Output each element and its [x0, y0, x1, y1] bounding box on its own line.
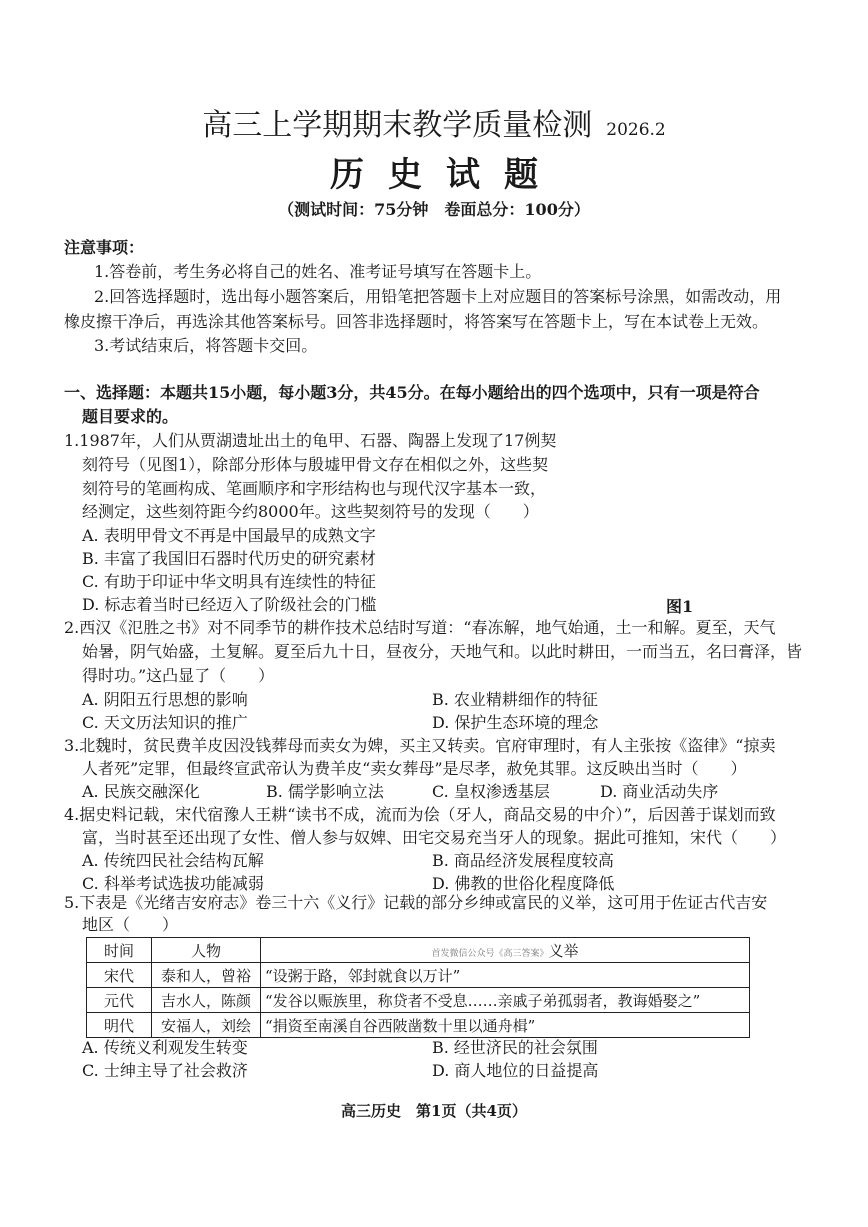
option-c: C. 皇权渗透基层: [432, 782, 550, 801]
option-d: D. 保护生态环境的理念: [432, 713, 599, 732]
table-row: [87, 963, 750, 988]
option-d: D. 商业活动失序: [600, 782, 719, 801]
question-text: 3.北魏时，贫民费羊皮因没钱葬母而卖女为婢，买主又转卖。官府审理时，有人主张按《盗律》“掠卖: [64, 736, 776, 755]
notes-heading: 注意事项：: [64, 238, 145, 257]
note-item: 3.考试结束后，将答题卡交回。: [94, 336, 318, 355]
section-heading-cont: 题目要求的。: [82, 407, 179, 426]
table-cell: “设粥于路，邻封就食以万计”: [261, 963, 750, 988]
option-c: C. 士绅主导了社会救济: [82, 1061, 248, 1080]
option-a: A. 阴阳五行思想的影响: [82, 690, 248, 709]
table-header-label: 义举: [548, 941, 579, 960]
question-text: 刻符号的笔画构成、笔画顺序和字形结构也与现代汉字基本一致，: [82, 479, 547, 498]
subject-title: 历史试题: [330, 155, 562, 195]
question-text: 刻符号（见图1），除部分形体与殷墟甲骨文存在相似之外，这些契: [82, 455, 549, 474]
option-a: A. 传统义利观发生转变: [82, 1038, 248, 1057]
question-text: 地区（ ）: [82, 915, 179, 934]
exam-info: （测试时间：75分钟 卷面总分：100分）: [278, 200, 590, 219]
question-text: 得时功。”这凸显了（ ）: [82, 666, 275, 685]
exam-title-text: 高三上学期期末教学质量检测: [202, 108, 593, 143]
question-text: 始暑，阴气始盛，土复解。夏至后九十日，昼夜分，天地气和。以此时耕田，一而当五，名曰膏泽，皆: [82, 642, 803, 661]
exam-title: [0, 100, 868, 144]
table-row: [87, 1013, 750, 1038]
question-text: 人者死”定罪，但最终宣武帝认为费羊皮“卖女葬母”是尽孝，赦免其罪。这反映出当时（ ）: [82, 759, 747, 778]
section-heading: 一、选择题：本题共15小题，每小题3分，共45分。在每小题给出的四个选项中，只有一项是符合: [64, 383, 760, 402]
watermark: 首发微信公众号《高三答案》: [431, 948, 549, 959]
option-d: D. 佛教的世俗化程度降低: [432, 874, 615, 893]
yiju-table: [86, 937, 750, 1038]
page-footer: 高三历史 第1页（共4页）: [341, 1102, 527, 1120]
note-item: 橡皮擦干净后，再选涂其他答案标号。回答非选择题时，将答案写在答题卡上，写在本试卷上无效。: [64, 312, 769, 331]
table-cell: 安福人，刘绘: [152, 1013, 261, 1038]
note-item: 1.答卷前，考生务必将自己的姓名、准考证号填写在答题卡上。: [94, 262, 542, 281]
option-b: B. 商品经济发展程度较高: [432, 851, 614, 870]
option-b: B. 农业精耕细作的特征: [432, 690, 598, 709]
question-text: 经测定，这些刻符距今约8000年。这些契刻符号的发现（ ）: [82, 502, 539, 521]
table-cell: 泰和人，曾裕: [152, 963, 261, 988]
option-c: C. 有助于印证中华文明具有连续性的特征: [82, 572, 376, 591]
question-text: 5.下表是《光绪吉安府志》卷三十六《义行》记载的部分乡绅或富民的义举，这可用于佐证古代吉安: [64, 893, 768, 912]
note-item: 2.回答选择题时，选出每小题答案后，用铅笔把答题卡上对应题目的答案标号涂黑，如需改动，用: [94, 287, 782, 306]
option-c: C. 天文历法知识的推广: [82, 713, 248, 732]
table-cell: “捐资至南溪自谷西陂凿数十里以通舟楫”: [261, 1013, 750, 1038]
figure-1-label: 图1: [666, 597, 694, 616]
question-text: 2.西汉《氾胜之书》对不同季节的耕作技术总结时写道：“春冻解，地气始通，土一和解。夏至，天气: [64, 618, 776, 637]
option-d: D. 商人地位的日益提高: [432, 1061, 599, 1080]
option-a: A. 民族交融深化: [82, 782, 200, 801]
option-b: B. 儒学影响立法: [266, 782, 384, 801]
option-d: D. 标志着当时已经迈入了阶级社会的门槛: [82, 595, 377, 614]
option-a: A. 传统四民社会结构瓦解: [82, 851, 264, 870]
option-b: B. 丰富了我国旧石器时代历史的研究素材: [82, 549, 376, 568]
table-cell: 明代: [87, 1013, 152, 1038]
question-text: 4.据史料记载，宋代宿豫人王耕“读书不成，流而为侩（牙人，商品交易的中介）”，后因善于谋划而致: [64, 805, 776, 824]
option-b: B. 经世济民的社会氛围: [432, 1038, 598, 1057]
option-a: A. 表明甲骨文不再是中国最早的成熟文字: [82, 526, 376, 545]
table-row: [87, 988, 750, 1013]
table-cell: “发谷以赈族里，称贷者不受息……亲戚子弟孤弱者，教诲婚娶之”: [261, 988, 750, 1013]
table-header: [261, 938, 750, 963]
question-text: 富，当时甚至还出现了女性、僧人参与奴婢、田宅交易充当牙人的现象。据此可推知，宋代（ ）: [82, 828, 787, 847]
table-cell: 宋代: [87, 963, 152, 988]
table-header: 人物: [152, 938, 261, 963]
table-cell: 吉水人，陈颜: [152, 988, 261, 1013]
question-text: 1.1987年，人们从贾湖遗址出土的龟甲、石器、陶器上发现了17例契: [64, 431, 557, 450]
table-cell: 元代: [87, 988, 152, 1013]
option-c: C. 科举考试选拔功能减弱: [82, 874, 264, 893]
exam-date: 2026.2: [606, 120, 666, 140]
table-header-row: [87, 938, 750, 963]
table-header: 时间: [87, 938, 152, 963]
